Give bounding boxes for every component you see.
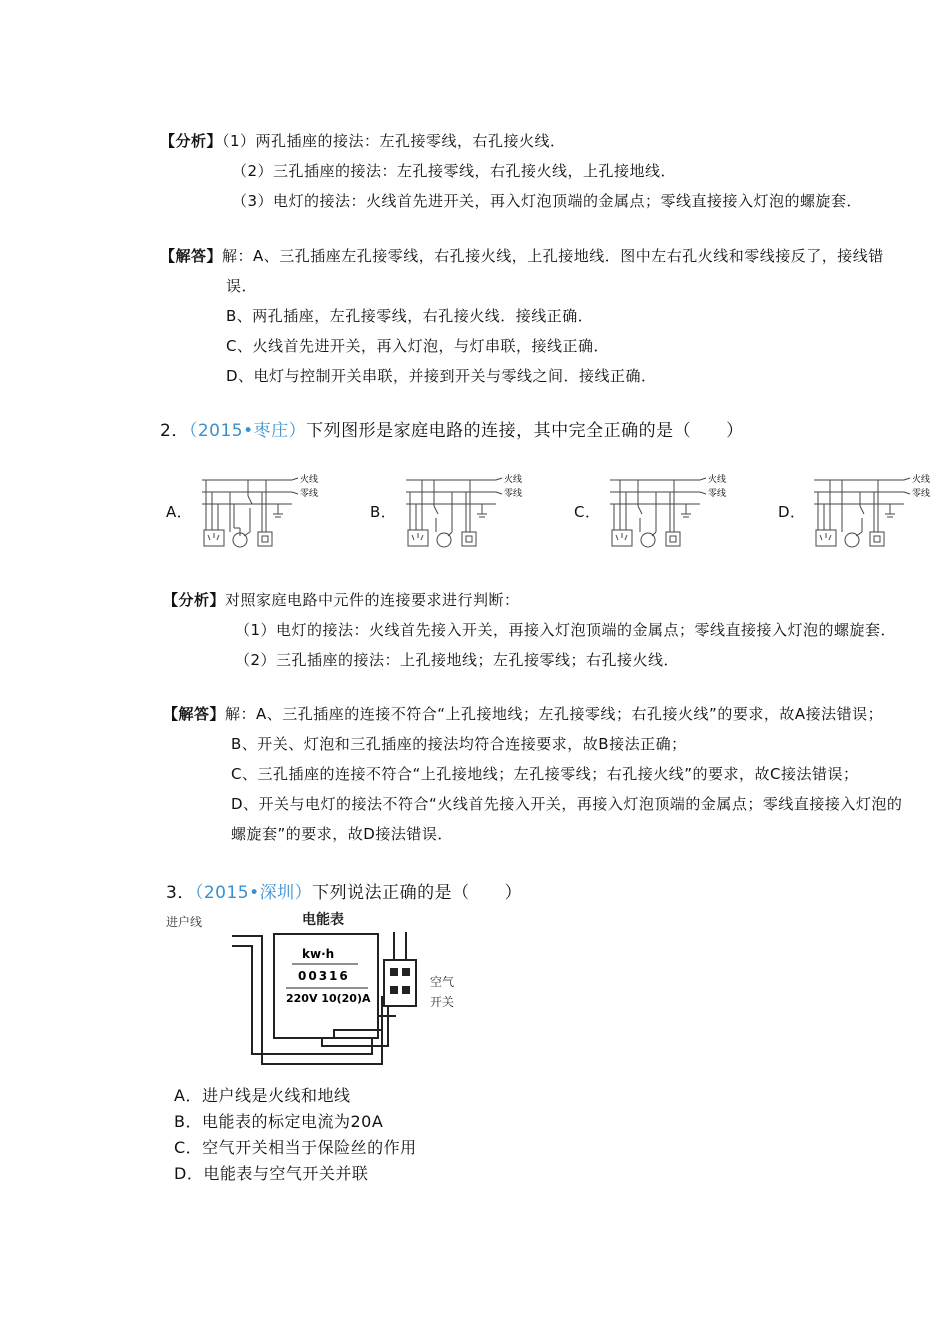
q1-analysis-tag: 【分析】 — [160, 132, 223, 150]
q1-answer-line-2: 误． — [226, 277, 258, 295]
q2-option-d — [778, 470, 948, 560]
q3-stem — [166, 883, 522, 903]
meter-title: 电能表 — [302, 912, 344, 928]
q3-option-c: C．空气开关相当于保险丝的作用 — [174, 1138, 417, 1157]
q2-analysis-text-1: 对照家庭电路中元件的连接要求进行判断： — [225, 591, 520, 609]
meter-rating: 220V 10(20)A — [286, 992, 371, 1005]
q3-meter-diagram — [162, 906, 482, 1066]
q3-question: 下列说法正确的是（ ） — [312, 883, 523, 903]
q2-option-c — [574, 470, 774, 560]
breaker-label-2: 开关 — [430, 995, 455, 1009]
circuit-diagram-d — [806, 470, 948, 560]
live-wire-label: 火线 — [504, 475, 523, 485]
neutral-wire-label: 零线 — [912, 489, 931, 499]
q2-answer-line-3: C、三孔插座的连接不符合“上孔接地线；左孔接零线；右孔接火线”的要求，故C接法错误； — [231, 765, 859, 783]
q2-source: （2015•枣庄） — [188, 421, 307, 441]
q1-answer-tag: 【解答】 — [160, 247, 223, 265]
meter-reading: 00316 — [298, 969, 350, 983]
q3-option-b: B．电能表的标定电流为20A — [174, 1112, 384, 1131]
q2-answer-line-2: B、开关、灯泡和三孔插座的接法均符合连接要求，故B接法正确； — [231, 735, 687, 753]
breaker-label-1: 空气 — [430, 975, 455, 989]
q2-answer-tag: 【解答】 — [163, 705, 226, 723]
q1-analysis-text-1: （1）两孔插座的接法：左孔接零线，右孔接火线． — [222, 132, 566, 150]
q2-number: 2． — [160, 421, 189, 441]
q2-analysis-line-1 — [163, 590, 520, 610]
live-wire-label: 火线 — [300, 475, 319, 485]
q2-option-a — [166, 470, 366, 560]
incoming-line-label: 进户线 — [166, 915, 203, 929]
q2-stem — [160, 421, 744, 441]
q1-answer-text-1: 解：A、三孔插座左孔接零线，右孔接火线，上孔接地线．图中左右孔火线和零线接反了，接线错 — [222, 247, 884, 265]
live-wire-label: 火线 — [708, 475, 727, 485]
q2-option-c-label: C． — [574, 503, 601, 521]
q2-option-b — [370, 470, 570, 560]
q2-analysis-line-3: （2）三孔插座的接法：上孔接地线；左孔接零线；右孔接火线． — [235, 651, 680, 669]
neutral-wire-label: 零线 — [504, 489, 523, 499]
q2-option-a-label: A． — [166, 503, 193, 521]
q3-source: （2015•深圳） — [194, 883, 313, 903]
q2-question: 下列图形是家庭电路的连接，其中完全正确的是（ ） — [306, 421, 744, 441]
q1-answer-line-5: D、电灯与控制开关串联，并接到开关与零线之间．接线正确． — [226, 367, 657, 385]
q1-analysis-line-3: （3）电灯的接法：火线首先进开关，再入灯泡顶端的金属点；零线直接接入灯泡的螺旋套． — [232, 192, 863, 210]
circuit-diagram-a — [194, 470, 364, 560]
q2-answer-line-1 — [163, 704, 883, 724]
circuit-diagram-b — [398, 470, 568, 560]
q1-answer-line-1 — [160, 246, 884, 266]
neutral-wire-label: 零线 — [708, 489, 727, 499]
air-switch — [384, 960, 416, 1006]
neutral-wire-label: 零线 — [300, 489, 319, 499]
live-wire-label: 火线 — [912, 475, 931, 485]
q2-option-b-label: B． — [370, 503, 397, 521]
q1-analysis-line-1 — [160, 131, 566, 151]
q2-analysis-line-2: （1）电灯的接法：火线首先接入开关，再接入灯泡顶端的金属点；零线直接接入灯泡的螺旋套． — [235, 621, 897, 639]
meter-unit: kw·h — [302, 947, 335, 961]
q1-answer-line-4: C、火线首先进开关，再入灯泡，与灯串联，接线正确． — [226, 337, 609, 355]
circuit-diagram-c — [602, 470, 772, 560]
q2-answer-line-5: 螺旋套”的要求，故D接法错误． — [231, 825, 453, 843]
q2-option-d-label: D． — [778, 503, 806, 521]
q3-option-d: D．电能表与空气开关并联 — [174, 1164, 369, 1183]
q2-answer-line-4: D、开关与电灯的接法不符合“火线首先接入开关，再接入灯泡顶端的金属点；零线直接接入灯泡的 — [231, 795, 903, 813]
q2-analysis-tag: 【分析】 — [163, 591, 226, 609]
q1-answer-line-3: B、两孔插座，左孔接零线，右孔接火线．接线正确． — [226, 307, 594, 325]
q3-option-a: A．进户线是火线和地线 — [174, 1086, 351, 1105]
q1-analysis-line-2: （2）三孔插座的接法：左孔接零线，右孔接火线，上孔接地线． — [232, 162, 677, 180]
q3-number: 3． — [166, 883, 195, 903]
q2-answer-text-1: 解：A、三孔插座的连接不符合“上孔接地线；左孔接零线；右孔接火线”的要求，故A接法错误； — [225, 705, 884, 723]
